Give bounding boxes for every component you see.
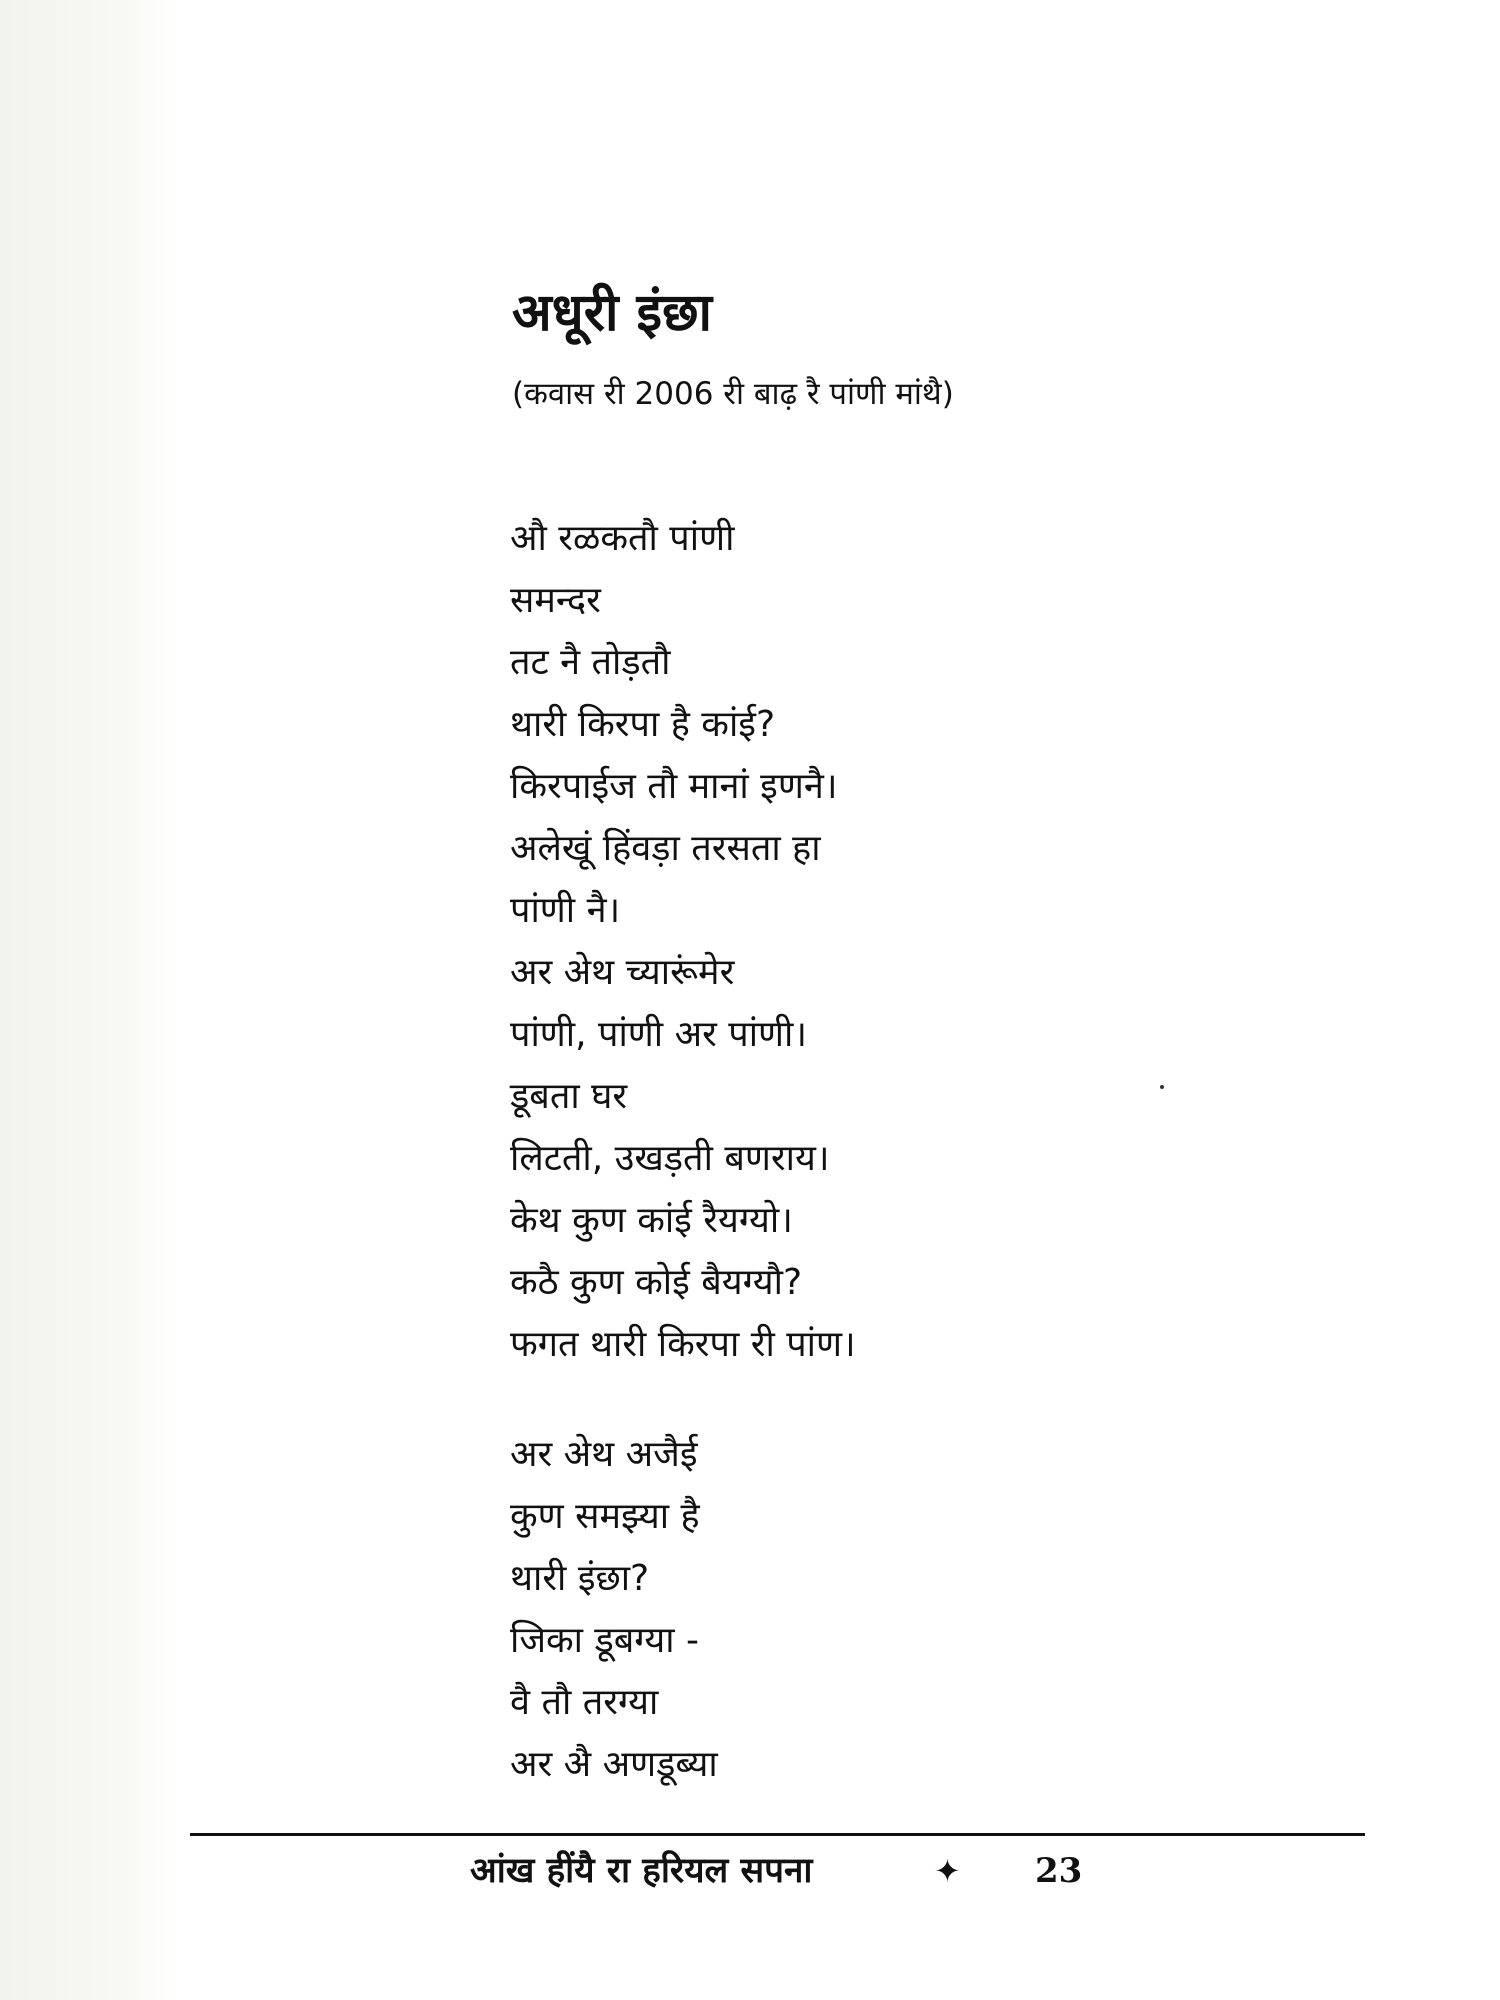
poem-line: औ रळकतौ पांणी (510, 518, 735, 559)
poem-line: पांणी नै। (510, 890, 621, 931)
poem-line: फगत थारी किरपा री पांण। (510, 1324, 856, 1365)
footer-divider (190, 1833, 1365, 1836)
poem-line: समन्दर (510, 580, 601, 621)
poem-line: पांणी, पांणी अर पांणी। (510, 1014, 808, 1055)
page-number: 23 (1035, 1851, 1083, 1891)
poem-line: वै तौ तरग्या (510, 1682, 659, 1723)
footer-book-title: आंख हींयै रा हरियल सपना (470, 1851, 813, 1891)
poem-line: लिटती, उखड़ती बणराय। (510, 1138, 830, 1179)
poem-line: कठै कुण कोई बैयग्यौ? (510, 1262, 803, 1303)
poem-line: अर अेथ अजैई (510, 1434, 698, 1475)
print-speck (1160, 1085, 1164, 1089)
poem-line: केथ कुण कांई रैयग्यो। (510, 1200, 793, 1241)
poem-line: डूबता घर (510, 1076, 628, 1117)
page-gutter-shadow (0, 0, 175, 2000)
poem-title: अधूरी इंछा (512, 283, 712, 343)
stanza-1 (510, 508, 856, 1376)
poem-line: अलेखूं हिंवड़ा तरसता हा (510, 828, 821, 869)
poem-line: थारी किरपा है कांई? (510, 704, 776, 745)
poem-line: किरपाईज तौ मानां इणनै। (510, 766, 838, 807)
poem-line: जिका डूबग्या - (510, 1620, 700, 1661)
poem-subtitle: (कवास री 2006 री बाढ़ रै पांणी मांथै) (512, 376, 954, 412)
stanza-2 (510, 1424, 718, 1796)
poem-line: कुण समझ्या है (510, 1496, 700, 1537)
star-ornament-icon: ✦ (934, 1852, 961, 1890)
poem-line: तट नै तोड़तौ (510, 642, 671, 683)
poem-line: अर अै अणडूब्या (510, 1744, 718, 1785)
poem-line: थारी इंछा? (510, 1558, 650, 1599)
poem-line: अर अेथ च्यारूंमेर (510, 952, 735, 993)
